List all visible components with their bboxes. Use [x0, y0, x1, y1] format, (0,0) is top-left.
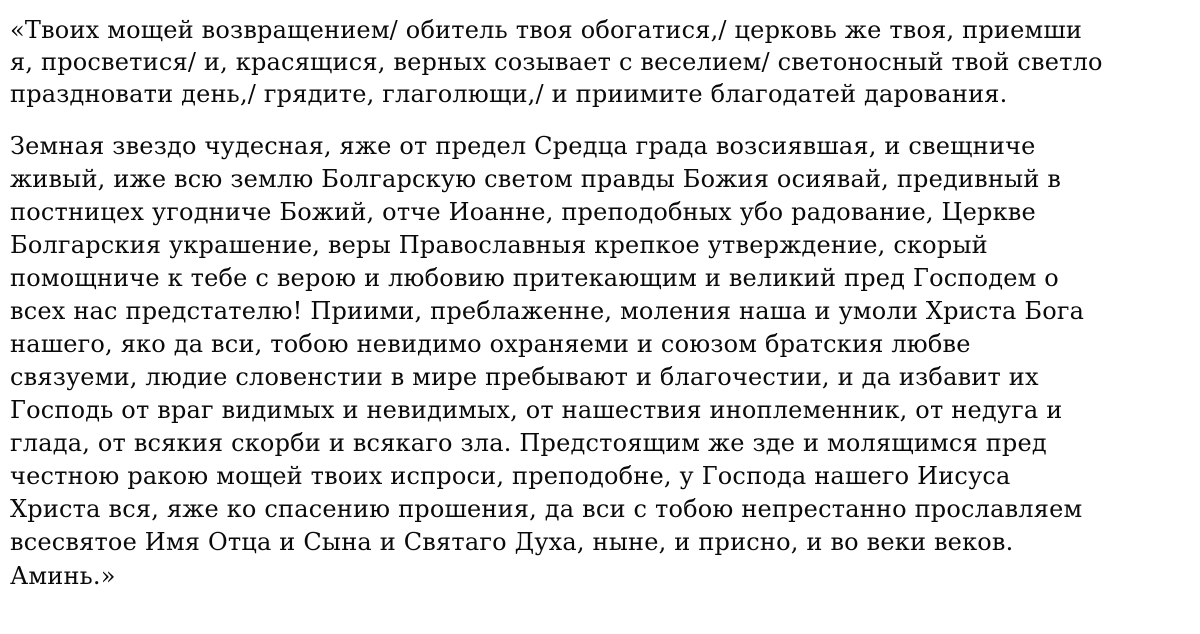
- text-line: всесвятое Имя Отца и Сына и Святаго Духа, ныне, и присно, и во веки веков.: [10, 528, 1014, 556]
- text-line: Аминь.»: [10, 562, 116, 590]
- text-line: нашего, яко да вси, тобою невидимо охраняеми и союзом братския любве: [10, 330, 971, 358]
- text-line: Христа вся, яже ко спасению прошения, да вси с тобою непрестанно прославляем: [10, 495, 1083, 523]
- text-line: глада, от всякия скорби и всякаго зла. Предстоящим же зде и молящимся пред: [10, 429, 1047, 457]
- text-line: Господь от враг видимых и невидимых, от нашествия иноплеменник, от недуга и: [10, 396, 1063, 424]
- text-line: праздновати день,/ грядите, глаголющи,/ и приимите благодатей дарования.: [10, 80, 1008, 108]
- text-line: Земная звездо чудесная, яже от предел Средца града возсиявшая, и свещниче: [10, 132, 1036, 160]
- text-line: всех нас предстателю! Приими, преблаженне, моления наша и умоли Христа Бога: [10, 297, 1085, 325]
- text-line: постницех угодниче Божий, отче Иоанне, преподобных убо радование, Церкве: [10, 198, 1036, 226]
- text-line: «Твоих мощей возвращением/ обитель твоя обогатися,/ церковь же твоя, приемши: [10, 16, 1083, 44]
- text-line: Болгарския украшение, веры Православныя крепкое утверждение, скорый: [10, 231, 988, 259]
- text-line: помощниче к тебе с верою и любовию притекающим и великий пред Господем о: [10, 264, 1059, 292]
- text-line: живый, иже всю землю Болгарскую светом правды Божия осиявай, предивный в: [10, 165, 1062, 193]
- text-line: честною ракою мощей твоих испроси, преподобне, у Господа нашего Иисуса: [10, 462, 1011, 490]
- text-line: я, просветися/ и, красящися, верных созывает с веселием/ светоносный твой светло: [10, 48, 1103, 76]
- text-line: связуеми, людие словенстии в мире пребывают и благочестии, и да избавит их: [10, 363, 1039, 391]
